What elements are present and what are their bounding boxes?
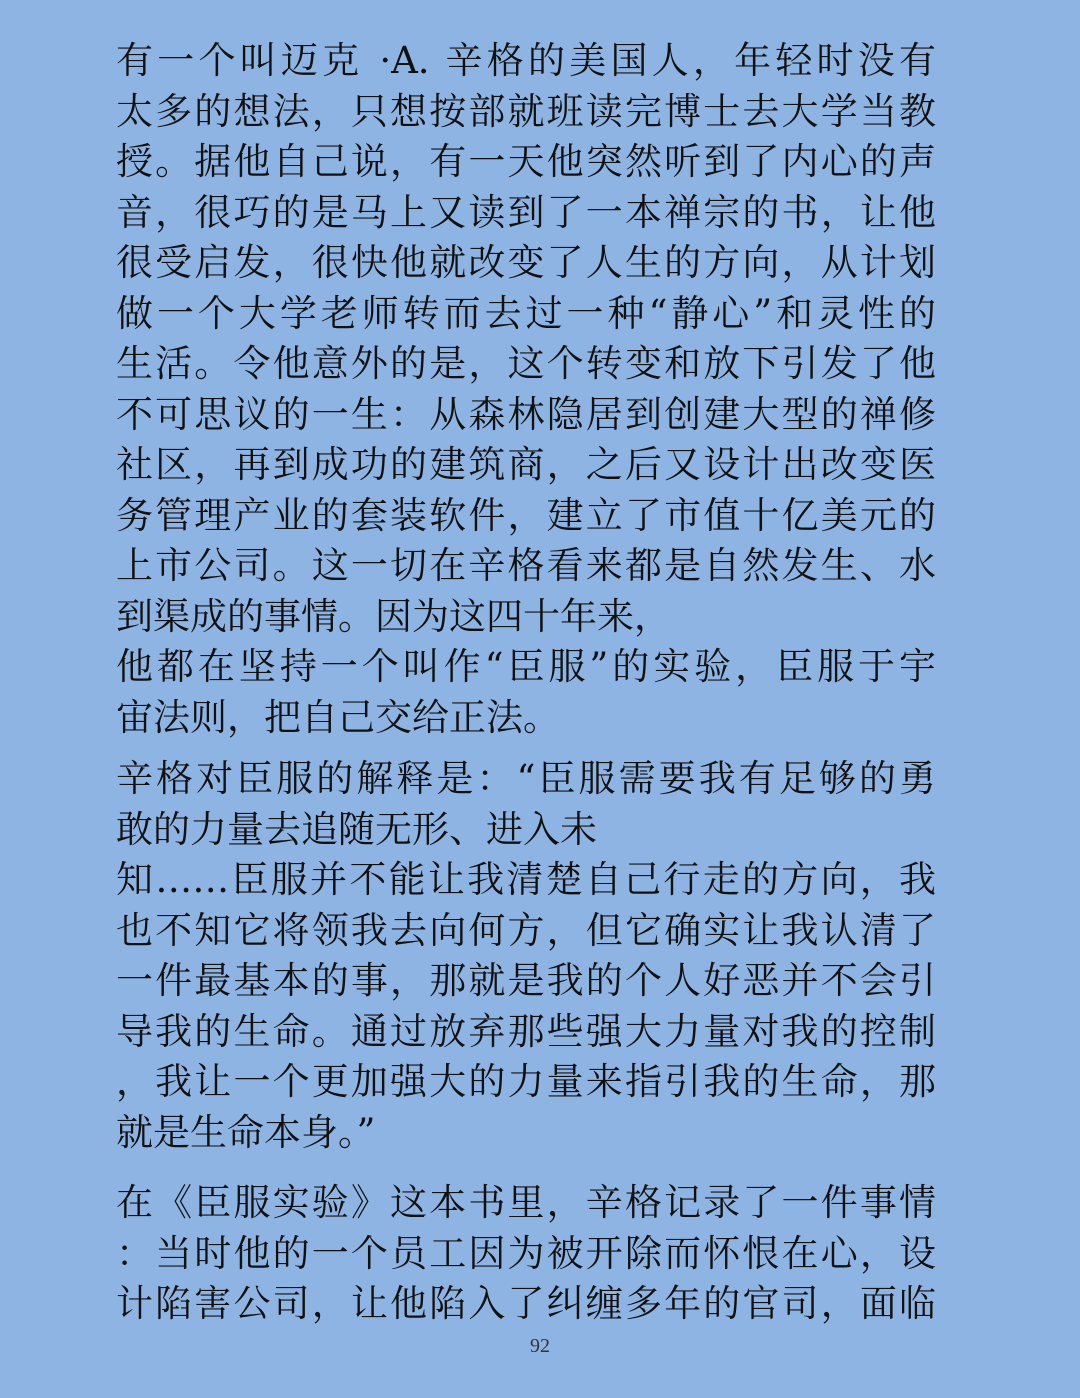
text-line: 导我的生命。通过放弃那些强大力量对我的控制 <box>116 1009 936 1053</box>
text-line: ：当时他的一个员工因为被开除而怀恨在心，设 <box>116 1231 936 1275</box>
text-line: 计陷害公司，让他陷入了纠缠多年的官司，面临 <box>116 1282 936 1325</box>
text-line: 在《臣服实验》这本书里，辛格记录了一件事情 <box>116 1181 936 1224</box>
page-number: 92 <box>530 1335 550 1357</box>
text-line: 有一个叫迈克 ·A. 辛格的美国人，年轻时没有 <box>116 39 936 82</box>
paragraph-3 <box>116 1178 936 1330</box>
text-line: 生活。令他意外的是，这个转变和放下引发了他 <box>116 342 936 385</box>
text-line: 音，很巧的是马上又读到了一本禅宗的书，让他 <box>116 190 936 234</box>
text-line: 授。据他自己说，有一天他突然听到了内心的声 <box>116 140 936 183</box>
paragraph-1 <box>116 36 936 743</box>
text-line: 做一个大学老师转而去过一种“静心”和灵性的 <box>116 291 936 335</box>
text-line: 太多的想法，只想按部就班读完博士去大学当教 <box>116 89 936 133</box>
text-line: 宙法则，把自己交给正法。 <box>116 695 560 739</box>
text-line: 务管理产业的套装软件，建立了市值十亿美元的 <box>116 493 936 537</box>
text-line: 一件最基本的事，那就是我的个人好恶并不会引 <box>116 959 936 1002</box>
text-line: 知……臣服并不能让我清楚自己行走的方向，我 <box>116 858 936 901</box>
text-line: 很受启发，很快他就改变了人生的方向，从计划 <box>116 241 936 284</box>
text-line: ，我让一个更加强大的力量来指引我的生命，那 <box>116 1060 936 1103</box>
text-line: 就是生命本身。” <box>116 1110 376 1154</box>
text-line: 他都在坚持一个叫作“臣服”的实验，臣服于宇 <box>116 645 936 688</box>
text-line: 辛格对臣服的解释是：“臣服需要我有足够的勇 <box>116 757 936 800</box>
text-line: 上市公司。这一切在辛格看来都是自然发生、水 <box>116 544 936 587</box>
text-line: 不可思议的一生：从森林隐居到创建大型的禅修 <box>116 392 936 436</box>
text-line: 社区，再到成功的建筑商，之后又设计出改变医 <box>116 443 936 486</box>
text-line: 到渠成的事情。因为这四十年来， <box>116 594 671 638</box>
text-line: 敢的力量去追随无形、进入未 <box>116 807 597 851</box>
paragraph-2 <box>116 754 936 1158</box>
text-line: 也不知它将领我去向何方，但它确实让我认清了 <box>116 908 936 952</box>
